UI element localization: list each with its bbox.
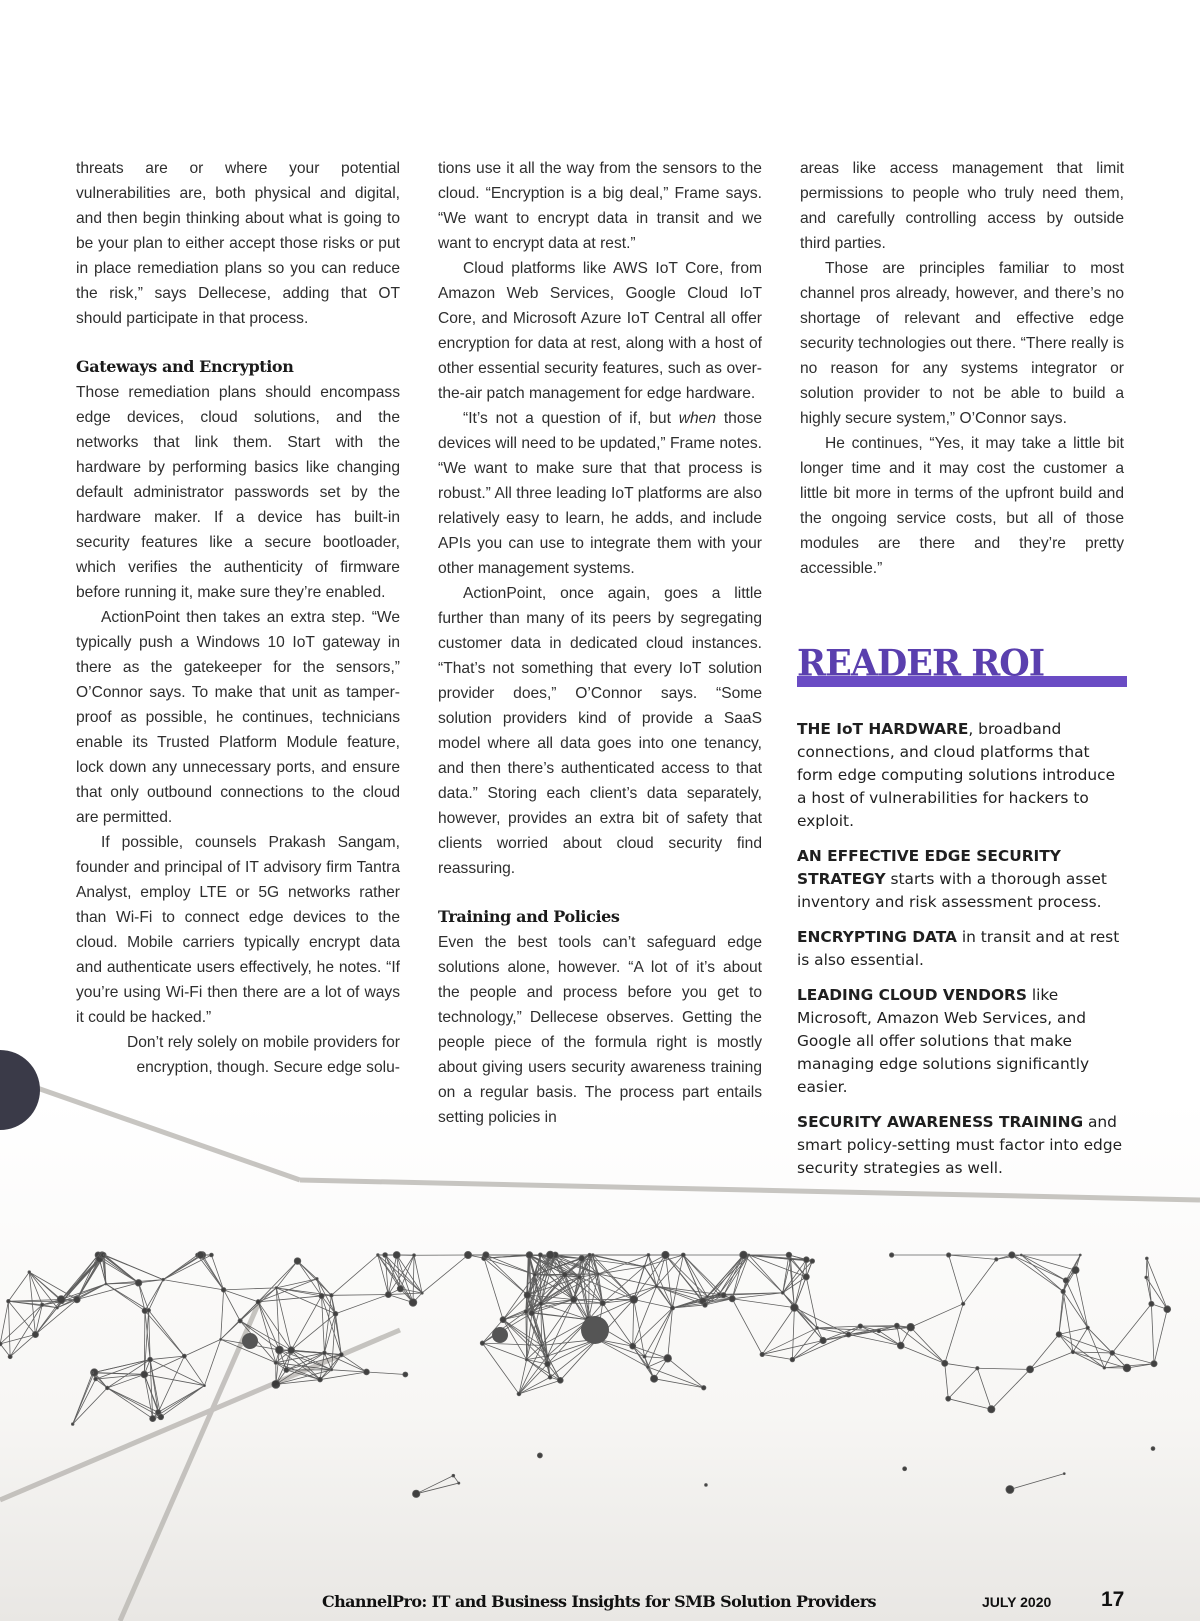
network-node xyxy=(156,1410,161,1415)
network-node xyxy=(1149,1301,1154,1306)
network-node xyxy=(318,1377,323,1382)
network-node xyxy=(524,1310,528,1314)
network-node xyxy=(525,1358,528,1361)
network-node xyxy=(1020,1254,1022,1256)
network-node xyxy=(319,1293,324,1298)
section-heading-training: Training and Policies xyxy=(438,907,620,926)
network-node xyxy=(1006,1486,1014,1494)
network-node xyxy=(630,1296,638,1304)
roi-item-text: , broadband connections, and cloud platforms that form edge computing solutions introduce a host of vulnerabilities for hackers to exploit. xyxy=(797,720,1116,830)
network-node xyxy=(705,1484,708,1487)
network-node xyxy=(452,1474,455,1477)
footer-publication: ChannelPro: IT and Business Insights for SMB Solution Providers xyxy=(322,1592,876,1611)
network-node xyxy=(480,1341,484,1345)
network-node xyxy=(846,1332,851,1337)
network-node xyxy=(786,1252,792,1258)
paragraph: Cloud platforms like AWS IoT Core, from Amazon Web Services, Google Cloud IoT Core, and Microsoft Azure IoT Central all offer encryption for data at rest, along with a host of other essential security features, such as over-the-air patch management for edge hardware. xyxy=(438,260,762,402)
network-node xyxy=(364,1369,370,1375)
roi-item-lead: THE IoT HARDWARE xyxy=(797,720,969,738)
network-node xyxy=(106,1386,110,1390)
network-node xyxy=(256,1300,260,1304)
lock-node-icon xyxy=(242,1333,258,1349)
network-node xyxy=(210,1253,214,1257)
network-node xyxy=(548,1375,552,1379)
network-node xyxy=(539,1301,543,1305)
network-node xyxy=(729,1296,735,1302)
network-node xyxy=(135,1280,142,1287)
network-node xyxy=(803,1274,809,1280)
network-node xyxy=(740,1251,748,1259)
network-node xyxy=(681,1253,685,1257)
network-node xyxy=(275,1287,277,1289)
network-node xyxy=(1123,1364,1131,1372)
lock-node-icon xyxy=(581,1316,609,1344)
network-node xyxy=(703,1303,708,1308)
network-node xyxy=(907,1323,915,1331)
network-node xyxy=(316,1278,319,1281)
roi-item-lead: LEADING CLOUD VENDORS xyxy=(797,986,1027,1004)
network-node xyxy=(397,1286,403,1292)
network-node xyxy=(889,1253,893,1257)
network-node xyxy=(810,1259,815,1264)
network-node xyxy=(546,1251,554,1259)
network-node xyxy=(781,1291,784,1294)
network-node xyxy=(961,1302,964,1305)
network-node xyxy=(748,1254,750,1256)
network-node xyxy=(946,1396,951,1401)
paragraph: Don’t rely solely on mobile providers for encryption, though. Secure edge solu- xyxy=(126,1034,400,1076)
network-node xyxy=(588,1253,591,1256)
text-run: “It’s not a question of if, but xyxy=(463,410,679,427)
network-node xyxy=(517,1392,521,1396)
paragraph xyxy=(438,406,762,581)
network-node xyxy=(894,1323,899,1328)
network-node xyxy=(897,1342,904,1349)
network-node xyxy=(664,1355,672,1363)
emphasis-when: when xyxy=(678,410,717,427)
network-node xyxy=(0,1342,2,1346)
network-node xyxy=(791,1304,799,1312)
paragraph: If possible, counsels Prakash Sangam, founder and principal of IT advisory firm Tantra Analyst, employ LTE or 5G networks rather than Wi-Fi to connect edge devices to the cloud. Mobile carriers typically encrypt data and authenticate users effectively, he notes. “If you’re using Wi-Fi then there are a lot of ways it could be hacked.” xyxy=(76,834,400,1026)
roi-item xyxy=(797,718,1127,833)
section-heading-gateways: Gateways and Encryption xyxy=(76,357,294,376)
network-node xyxy=(538,1253,542,1257)
paragraph: threats are or where your potential vulnerabilities are, both physical and digital, and then begin thinking about what is going to be your plan to either accept those risks or put in place remediation plans so you can reduce the risk,” says Dellecese, adding that OT should participate in that process. xyxy=(76,160,400,327)
paragraph: He continues, “Yes, it may take a little bit longer time and it may cost the customer a little bit more in terms of the upfront build and the ongoing service costs, but all of those modules are there and they’re pretty accessible.” xyxy=(800,435,1124,577)
network-node xyxy=(647,1254,650,1257)
network-node xyxy=(409,1299,417,1307)
column-3 xyxy=(800,156,1124,581)
network-node xyxy=(403,1372,408,1377)
paragraph: tions use it all the way from the sensors to the cloud. “Encryption is a big deal,” Frame says. “We want to encrypt data in transit and we want to encrypt data at rest.” xyxy=(438,160,762,252)
network-node xyxy=(1151,1361,1157,1367)
network-node xyxy=(221,1288,226,1293)
network-node xyxy=(412,1490,419,1497)
network-node xyxy=(760,1352,764,1356)
network-node xyxy=(717,1293,720,1296)
network-node xyxy=(858,1324,863,1329)
network-node xyxy=(413,1254,416,1257)
network-node xyxy=(877,1329,881,1333)
network-node xyxy=(643,1355,646,1358)
network-node xyxy=(148,1357,153,1362)
network-node xyxy=(323,1351,327,1355)
network-node xyxy=(1103,1366,1106,1369)
network-node xyxy=(557,1377,563,1383)
network-node xyxy=(789,1258,792,1261)
paragraph: ActionPoint then takes an extra step. “We typically push a Windows 10 IoT gateway in there as the gatekeeper for the sensors,” O’Connor says. To make that unit as tamper-proof as possible, he continues, technicians enable its Trusted Platform Module feature, lock down any unnecessary ports, and ensure that only outbound connections to the cloud are permitted. xyxy=(76,609,400,826)
network-node xyxy=(150,1416,156,1422)
network-node xyxy=(1071,1350,1074,1353)
network-node xyxy=(803,1257,809,1263)
network-node xyxy=(1072,1267,1079,1274)
roi-item xyxy=(797,984,1127,1099)
network-node xyxy=(988,1406,995,1413)
network-node xyxy=(630,1343,636,1349)
network-node xyxy=(464,1251,471,1258)
network-node xyxy=(820,1337,826,1343)
network-node xyxy=(1164,1306,1171,1313)
network-node xyxy=(1110,1351,1115,1356)
roi-item-text: starts with a thorough asset inventory and risk assessment process. xyxy=(797,870,1107,911)
page-number: 17 xyxy=(1101,1588,1125,1611)
network-node xyxy=(579,1256,585,1262)
network-node xyxy=(995,1258,998,1261)
network-node xyxy=(147,1308,151,1312)
network-node xyxy=(1145,1276,1148,1279)
network-node xyxy=(458,1482,460,1484)
network-node xyxy=(275,1346,283,1354)
network-node xyxy=(1063,1473,1065,1475)
network-node xyxy=(32,1331,38,1337)
network-node xyxy=(393,1252,400,1259)
roi-item xyxy=(797,1111,1127,1180)
network-node xyxy=(1151,1447,1155,1451)
network-node xyxy=(1009,1252,1015,1258)
network-node xyxy=(7,1299,11,1303)
network-node xyxy=(57,1296,65,1304)
paragraph: Those remediation plans should encompass edge devices, cloud solutions, and the networks that link them. Start with the hardware by performing basics like changing default administrator passwords set by the hardware maker. If a device has built-in security features like a secure bootloader, which verifies the authenticity of firmware before running it, make sure they’re enabled. xyxy=(76,384,400,601)
roi-item-text: like Microsoft, Amazon Web Services, and Google all offer solutions that make managing edge solutions significantly easier. xyxy=(797,986,1090,1096)
network-node xyxy=(592,1254,595,1257)
network-node xyxy=(274,1361,277,1364)
network-node xyxy=(294,1258,301,1265)
roi-item-text: and smart policy-setting must factor into edge security strategies as well. xyxy=(797,1113,1123,1177)
roi-item xyxy=(797,845,1127,914)
network-node xyxy=(578,1275,582,1279)
network-node xyxy=(71,1423,74,1426)
paragraph: Those are principles familiar to most channel pros already, however, and there’s no shortage of relevant and effective edge security technologies out there. “There really is no reason for any systems integrator or solution provider to not be able to build a highly secure system,” O’Connor says. xyxy=(800,260,1124,427)
network-node xyxy=(976,1367,979,1370)
network-node xyxy=(655,1285,658,1288)
roi-list xyxy=(797,718,1127,1180)
network-node xyxy=(330,1294,334,1298)
paragraph: ActionPoint, once again, goes a little further than many of its peers by segregating customer data in dedicated cloud instances. “That’s not something that every IoT solution provider does,” O’Connor says. “Some solution providers kind of provide a SaaS model where all data goes into one tenancy, and then there’s authenticated access to that data.” Storing each client’s data separately, however, provides an extra bit of safety that clients worried about cloud security find reassuring. xyxy=(438,585,762,877)
column-2 xyxy=(438,156,762,1130)
network-node xyxy=(105,1283,107,1285)
network-node xyxy=(546,1355,549,1358)
network-node xyxy=(1063,1278,1068,1283)
network-node xyxy=(1056,1332,1062,1338)
roi-title: READER ROI xyxy=(797,642,1045,686)
network-node xyxy=(220,1338,222,1340)
network-node xyxy=(385,1292,391,1298)
network-node xyxy=(421,1292,423,1294)
network-node xyxy=(284,1368,289,1373)
network-node xyxy=(706,1296,708,1298)
network-node xyxy=(56,1307,58,1309)
network-node xyxy=(103,1254,105,1256)
network-node xyxy=(331,1369,333,1371)
network-node xyxy=(1061,1289,1065,1293)
network-node xyxy=(597,1273,599,1275)
roi-item xyxy=(797,926,1127,972)
text-run: those devices will need to be updated,” Frame notes. “We want to make sure that that process is robust.” All three leading IoT platforms are also relatively easy to learn, he adds, and include APIs you can use to integrate them with your other management systems. xyxy=(438,410,762,577)
network-node xyxy=(1079,1254,1081,1256)
network-node xyxy=(545,1361,551,1367)
network-node xyxy=(533,1273,536,1276)
network-node xyxy=(650,1375,657,1382)
network-node xyxy=(483,1252,489,1258)
lock-node-icon xyxy=(492,1327,508,1343)
network-node xyxy=(8,1355,12,1359)
network-node xyxy=(662,1251,669,1258)
network-node xyxy=(1086,1326,1089,1329)
paragraph: areas like access management that limit permissions to people who truly need them, and carefully controlling access by outside third parties. xyxy=(800,160,1124,252)
network-node xyxy=(946,1253,950,1257)
network-node xyxy=(383,1253,388,1258)
network-node xyxy=(647,1366,650,1369)
network-node xyxy=(203,1385,205,1387)
network-node xyxy=(339,1353,343,1357)
network-node xyxy=(537,1453,542,1458)
column-1 xyxy=(76,156,400,1080)
network-node xyxy=(162,1278,165,1281)
network-node xyxy=(600,1300,605,1305)
roi-item-lead: AN EFFECTIVE EDGE SECURITY STRATEGY xyxy=(797,847,1061,888)
network-node xyxy=(197,1252,204,1259)
network-node xyxy=(74,1296,81,1303)
network-node xyxy=(942,1360,948,1366)
network-node xyxy=(670,1306,674,1310)
network-node xyxy=(141,1371,148,1378)
network-node xyxy=(524,1292,531,1299)
network-node xyxy=(182,1354,186,1358)
footer-date: JULY 2020 xyxy=(982,1594,1052,1610)
network-node xyxy=(570,1296,576,1302)
network-node xyxy=(816,1327,819,1330)
paragraph: Even the best tools can’t safeguard edge solutions alone, however. “A lot of it’s about the people and process before you get to technology,” Dellecese observes. Getting the people piece of the formula right is mostly about giving users security awareness training on a regular basis. The process part entails setting policies in xyxy=(438,934,762,1126)
roi-item-text: in transit and at rest is also essential. xyxy=(797,928,1120,969)
network-node xyxy=(94,1377,98,1381)
network-node xyxy=(1027,1366,1034,1373)
network-node xyxy=(272,1380,280,1388)
network-node xyxy=(41,1303,44,1306)
network-node xyxy=(333,1311,338,1316)
roi-item-lead: ENCRYPTING DATA xyxy=(797,928,957,946)
reader-roi-sidebar xyxy=(797,642,1127,1192)
network-node xyxy=(377,1254,380,1257)
network-node xyxy=(643,1265,645,1267)
network-node xyxy=(526,1252,533,1259)
network-node xyxy=(28,1271,31,1274)
network-node xyxy=(541,1344,543,1346)
network-node xyxy=(500,1317,506,1323)
network-node xyxy=(288,1347,295,1354)
network-node xyxy=(238,1319,242,1323)
network-node xyxy=(790,1357,795,1362)
network-node xyxy=(1145,1257,1148,1260)
roi-item-lead: SECURITY AWARENESS TRAINING xyxy=(797,1113,1084,1131)
network-node xyxy=(562,1272,567,1277)
network-node xyxy=(702,1386,706,1390)
network-node xyxy=(721,1293,726,1298)
network-node xyxy=(91,1372,93,1374)
network-node xyxy=(903,1467,907,1471)
network-node xyxy=(529,1310,534,1315)
